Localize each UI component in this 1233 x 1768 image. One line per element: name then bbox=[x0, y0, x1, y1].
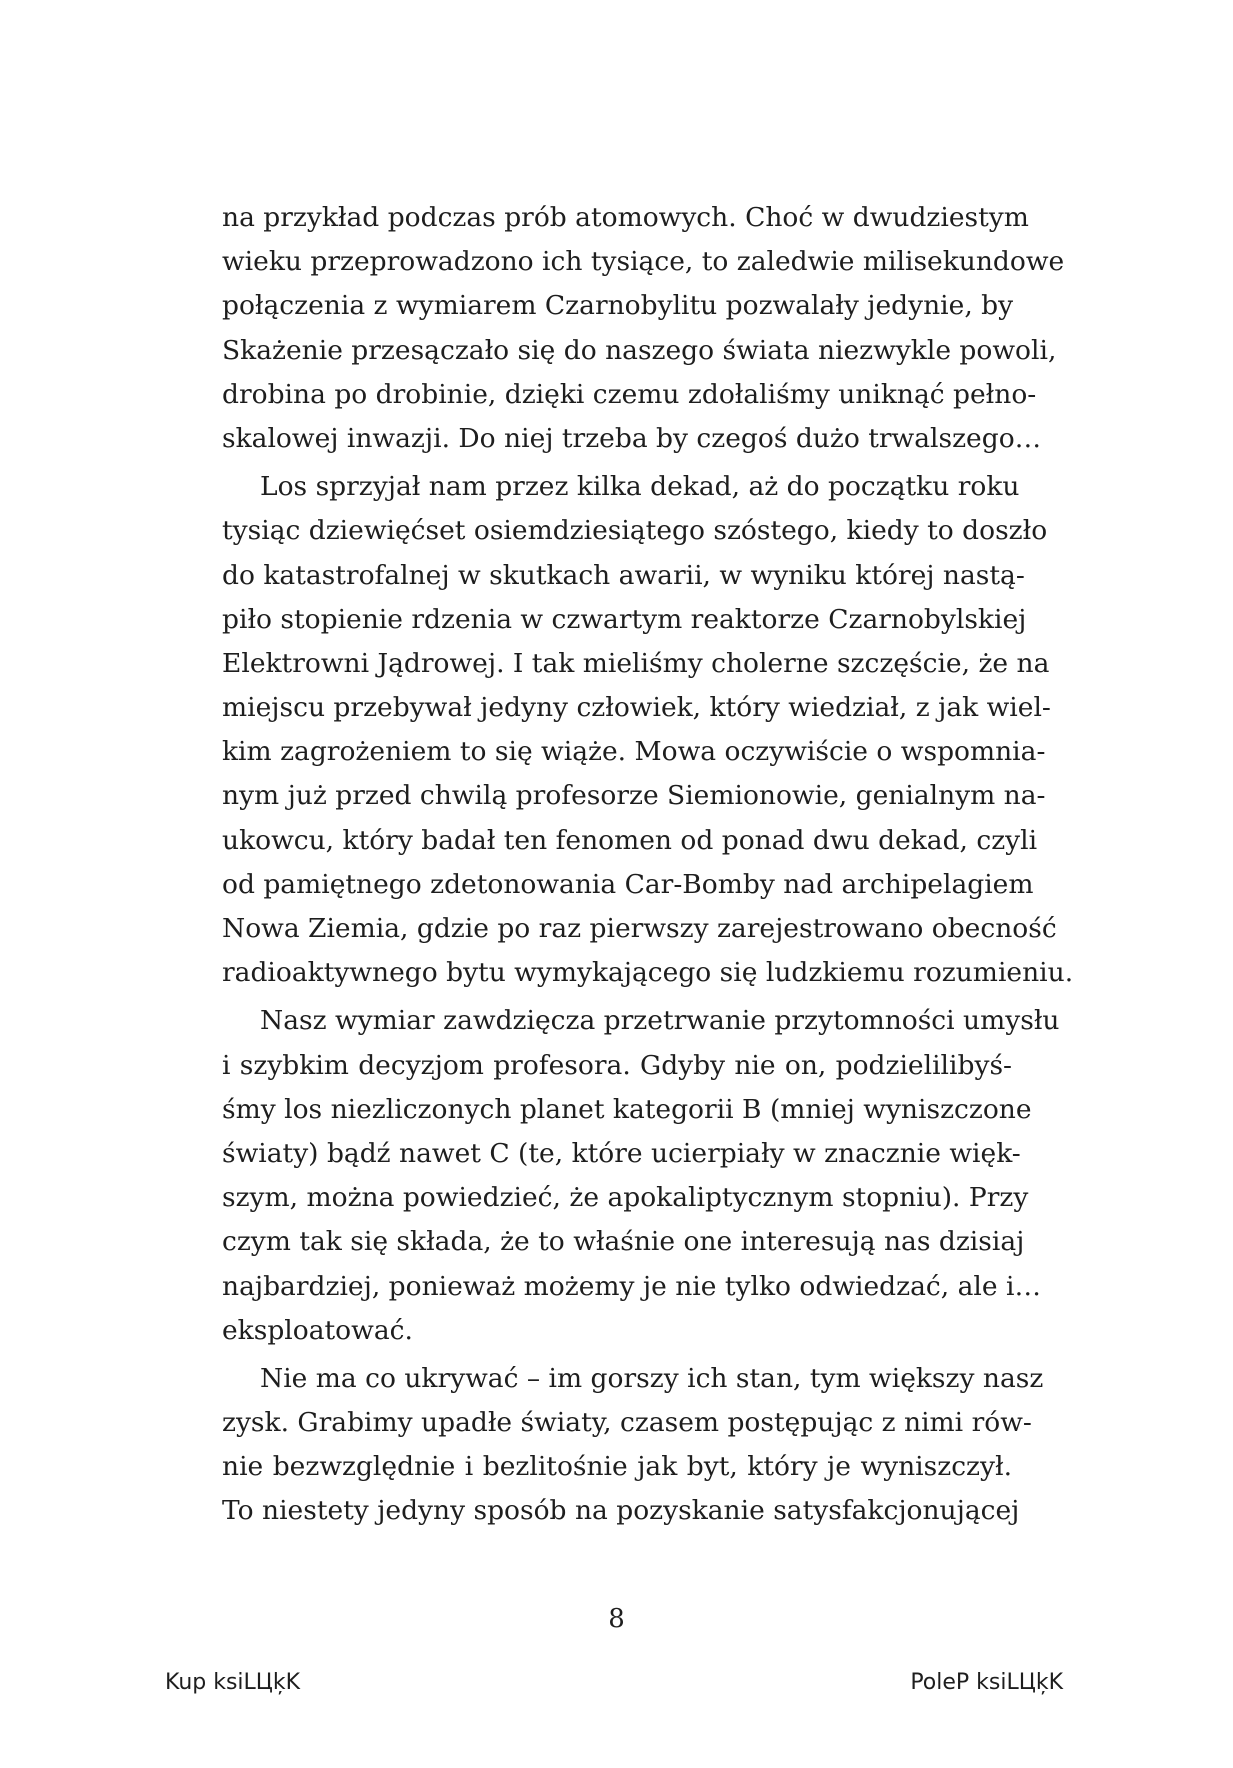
text-line: najbardziej, ponieważ możemy je nie tylko odwiedzać, ale i… bbox=[222, 1270, 1041, 1302]
text-line: eksploatować. bbox=[222, 1314, 413, 1346]
footer-recommend-book-link[interactable]: PoleP ksiLЦķK bbox=[910, 1670, 1063, 1695]
text-line: na przykład podczas prób atomowych. Choć w dwudziestym bbox=[222, 202, 1029, 233]
text-line: od pamiętnego zdetonowania Car-Bomby nad archipelagiem bbox=[222, 868, 1034, 900]
text-line: nym już przed chwilą profesorze Siemionowie, genialnym na- bbox=[222, 780, 1046, 812]
text-line: i szybkim decyzjom profesora. Gdyby nie on, podzielilibyś- bbox=[222, 1049, 1012, 1081]
footer-buy-book-link[interactable]: Kup ksiLЦķK bbox=[165, 1670, 301, 1695]
text-line: Skażenie przesączało się do naszego świata niezwykle powoli, bbox=[222, 334, 1057, 366]
page-body-text bbox=[222, 196, 1074, 1534]
text-line: do katastrofalnej w skutkach awarii, w wyniku której nastą- bbox=[222, 559, 1025, 591]
text-line: radioaktywnego bytu wymykającego się ludzkiemu rozumieniu. bbox=[222, 957, 1074, 989]
text-line: kim zagrożeniem to się wiąże. Mowa oczywiście o wspomnia- bbox=[222, 736, 1046, 768]
text-line: miejscu przebywał jedyny człowiek, który wiedział, z jak wiel- bbox=[222, 692, 1051, 724]
text-line: połączenia z wymiarem Czarnobylitu pozwalały jedynie, by bbox=[222, 290, 1014, 322]
text-line: To niestety jedyny sposób na pozyskanie satysfakcjonującej bbox=[222, 1495, 1020, 1527]
text-line: tysiąc dziewięćset osiemdziesiątego szóstego, kiedy to doszło bbox=[222, 515, 1048, 547]
text-line: ukowcu, który badał ten fenomen od ponad dwu dekad, czyli bbox=[222, 824, 1038, 856]
text-line: drobina po drobinie, dzięki czemu zdołaliśmy uniknąć pełno- bbox=[222, 378, 1037, 410]
page-number: 8 bbox=[608, 1604, 625, 1634]
text-line: Los sprzyjał nam przez kilka dekad, aż do początku roku bbox=[260, 471, 1020, 503]
text-line: piło stopienie rdzenia w czwartym reaktorze Czarnobylskiej bbox=[222, 603, 1027, 635]
text-line: Nowa Ziemia, gdzie po raz pierwszy zarejestrowano obecność bbox=[222, 913, 1057, 944]
text-line: Nasz wymiar zawdzięcza przetrwanie przytomności umysłu bbox=[260, 1005, 1060, 1037]
text-line: śmy los niezliczonych planet kategorii B (mniej wyniszczone bbox=[222, 1093, 1032, 1125]
text-line: czym tak się składa, że to właśnie one interesują nas dzisiaj bbox=[222, 1226, 1025, 1258]
text-line: Nie ma co ukrywać – im gorszy ich stan, tym większy nasz bbox=[260, 1362, 1044, 1394]
text-line: wieku przeprowadzono ich tysiące, to zaledwie milisekundowe bbox=[222, 246, 1065, 278]
text-line: zysk. Grabimy upadłe światy, czasem postępując z nimi rów- bbox=[222, 1407, 1032, 1439]
text-line: szym, można powiedzieć, że apokaliptycznym stopniu). Przy bbox=[222, 1182, 1029, 1214]
text-line: Elektrowni Jądrowej. I tak mieliśmy cholerne szczęście, że na bbox=[222, 647, 1050, 679]
text-line: nie bezwzględnie i bezlitośnie jak byt, który je wyniszczył. bbox=[222, 1451, 1012, 1483]
text-line: światy) bądź nawet C (te, które ucierpiały w znacznie więk- bbox=[222, 1137, 1021, 1169]
text-line: skalowej inwazji. Do niej trzeba by czegoś dużo trwalszego… bbox=[222, 422, 1042, 454]
